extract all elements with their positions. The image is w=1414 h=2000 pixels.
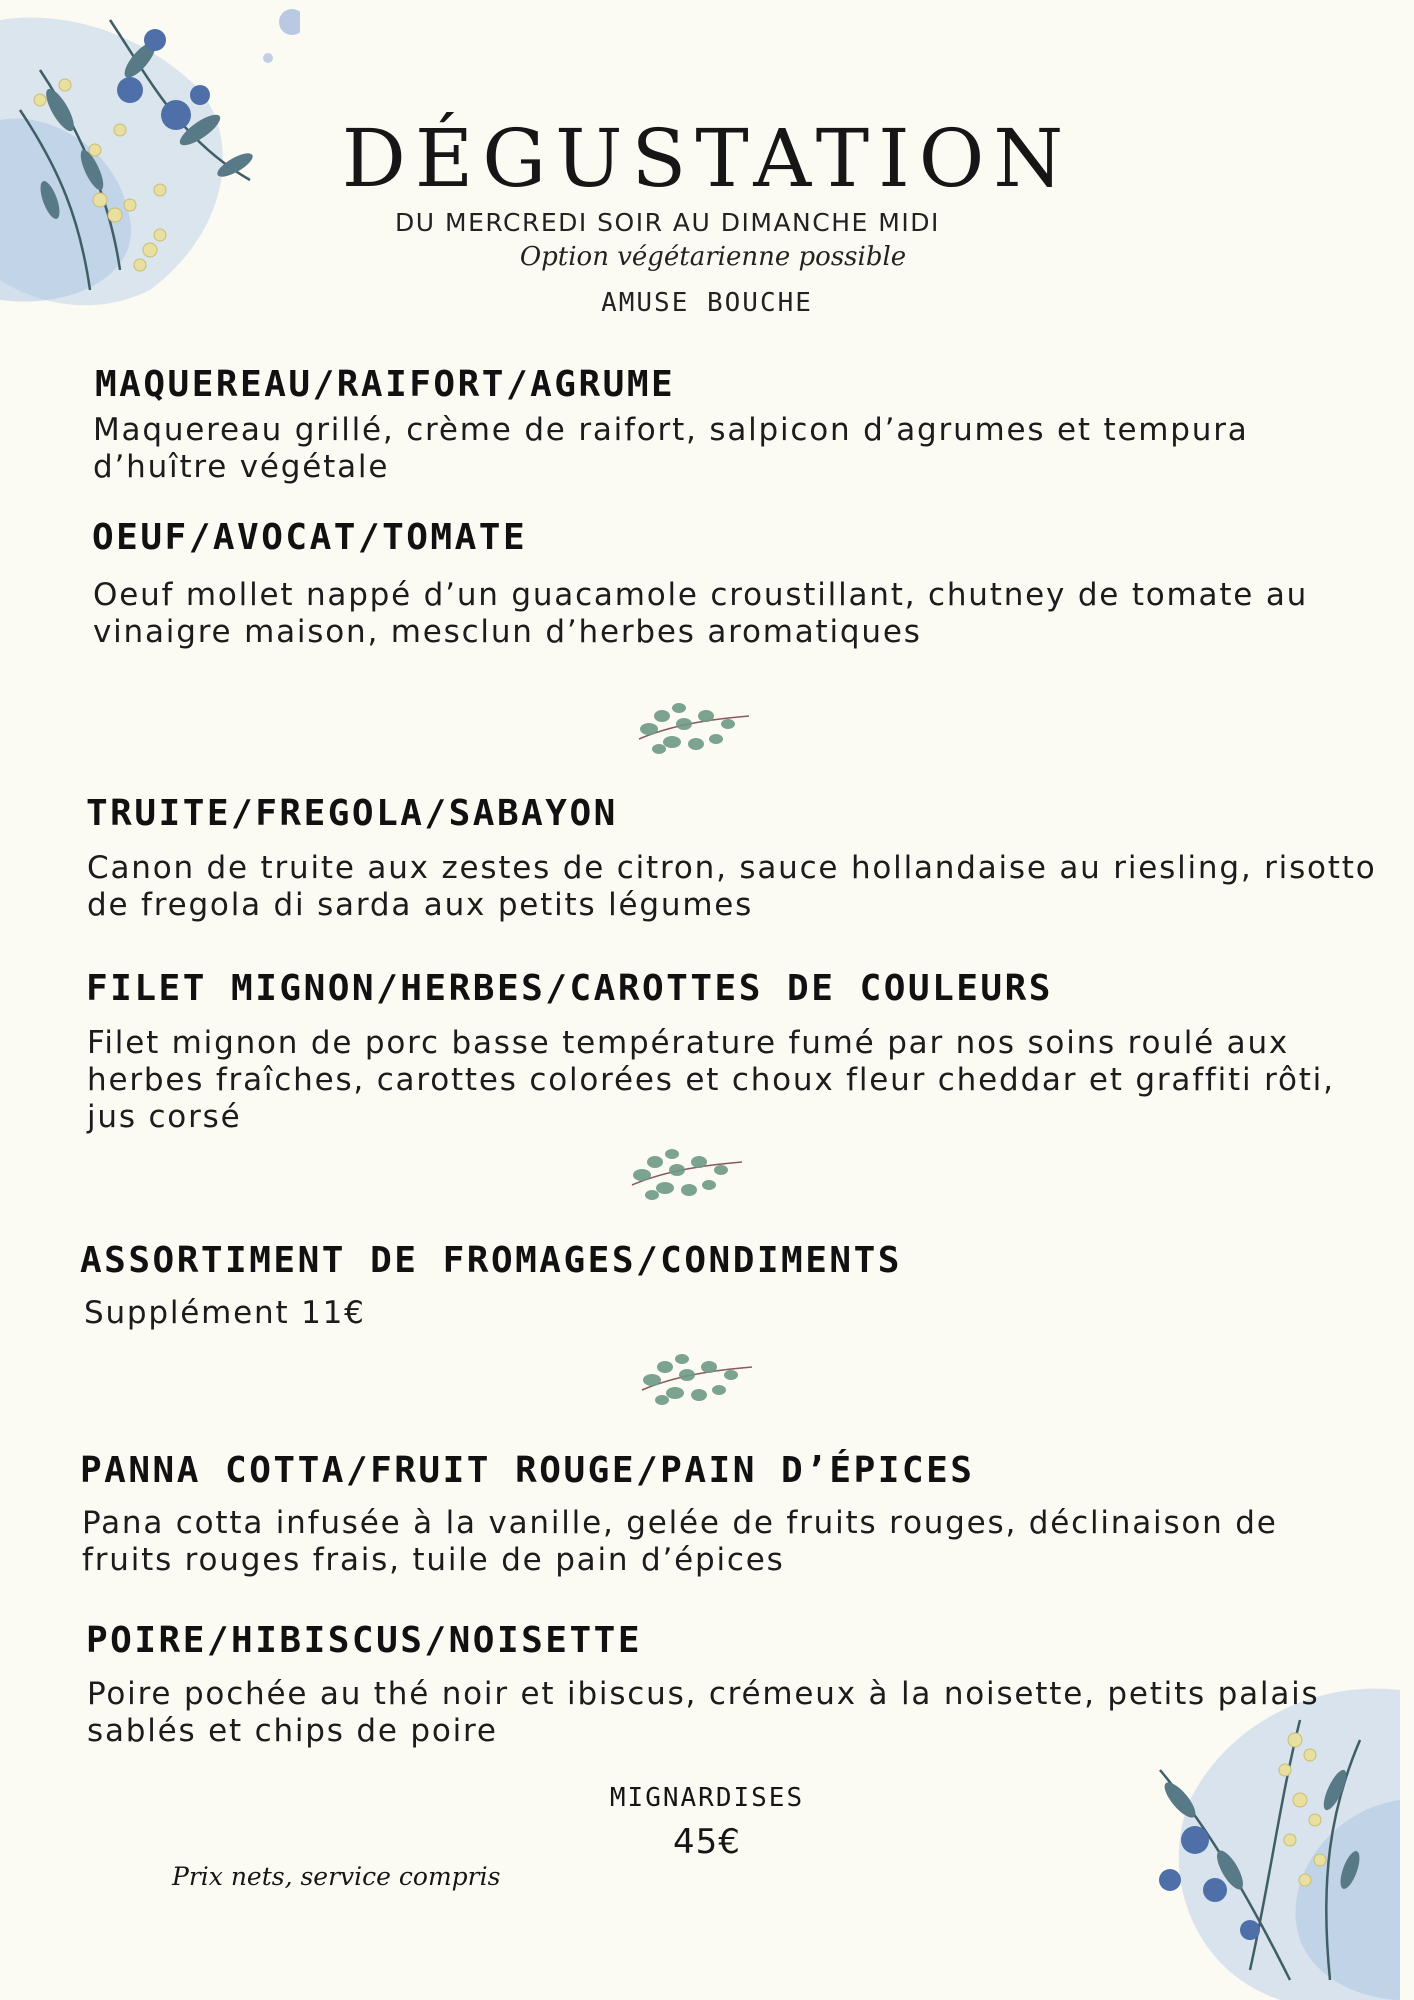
dish-description: Oeuf mollet nappé d’un guacamole croustillant, chutney de tomate au vinaigre maison, mesclun d’herbes aromatiques	[93, 577, 1309, 650]
eucalyptus-divider-icon	[634, 694, 754, 764]
dish-name: FILET MIGNON/HERBES/CAROTTES DE COULEURS	[86, 968, 1053, 1009]
menu-title: DÉGUSTATION	[341, 112, 1073, 205]
dish-name: MAQUEREAU/RAIFORT/AGRUME	[95, 364, 676, 405]
vegetarian-note: Option végétarienne possible	[519, 242, 907, 272]
amuse-bouche-label: AMUSE BOUCHE	[601, 288, 813, 318]
eucalyptus-divider-icon	[637, 1345, 757, 1415]
dish-description: Maquereau grillé, crème de raifort, salpicon d’agrumes et tempura d’huître végétale	[93, 412, 1249, 485]
dish-description: Canon de truite aux zestes de citron, sauce hollandaise au riesling, risotto de fregola di sarda aux petits légumes	[87, 850, 1377, 923]
menu-price: 45€	[673, 1822, 741, 1862]
dish-description: Filet mignon de porc basse température fumé par nos soins roulé aux herbes fraîches, carottes colorées et choux fleur cheddar et graffiti rôti, jus corsé	[87, 1025, 1335, 1135]
menu-subtitle: DU MERCREDI SOIR AU DIMANCHE MIDI	[395, 208, 940, 237]
eucalyptus-divider-icon	[627, 1140, 747, 1210]
dish-description: Poire pochée au thé noir et ibiscus, crémeux à la noisette, petits palais sablés et chips de poire	[87, 1676, 1320, 1749]
dish-description: Supplément 11€	[84, 1295, 366, 1331]
dish-name: PANNA COTTA/FRUIT ROUGE/PAIN D’ÉPICES	[80, 1450, 975, 1491]
dish-description: Pana cotta infusée à la vanille, gelée de fruits rouges, déclinaison de fruits rouges frais, tuile de pain d’épices	[82, 1505, 1278, 1578]
dish-name: ASSORTIMENT DE FROMAGES/CONDIMENTS	[80, 1240, 902, 1281]
mignardises-label: MIGNARDISES	[609, 1783, 805, 1813]
dish-name: POIRE/HIBISCUS/NOISETTE	[86, 1620, 642, 1661]
price-note: Prix nets, service compris	[172, 1862, 501, 1891]
dish-name: TRUITE/FREGOLA/SABAYON	[86, 793, 618, 834]
dish-name: OEUF/AVOCAT/TOMATE	[92, 517, 528, 558]
